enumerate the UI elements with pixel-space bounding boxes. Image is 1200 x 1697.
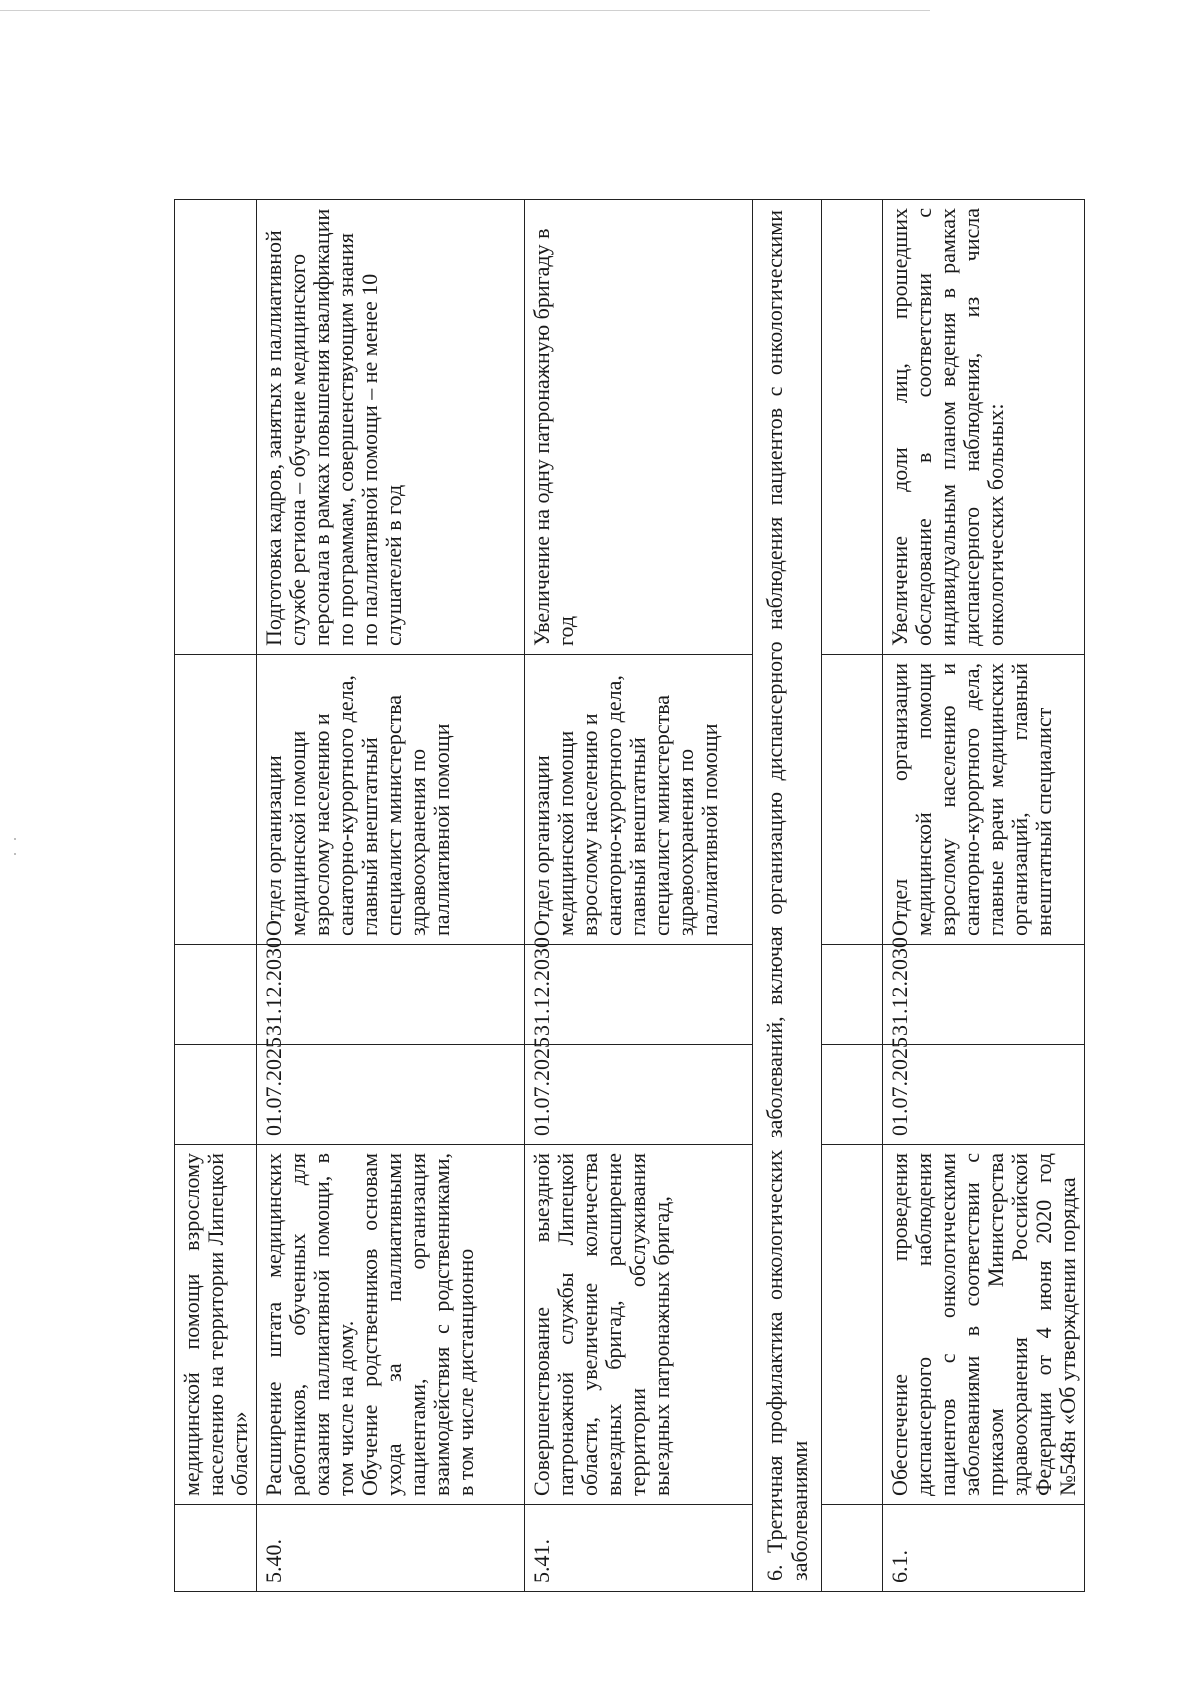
start-date-cell: 01.07.2025	[257, 1045, 525, 1145]
rotated-document-page	[174, 200, 1080, 1592]
row-number-cell: 5.40.	[257, 1505, 525, 1592]
table-row	[257, 200, 525, 1592]
end-date-cell: 31.12.2030	[525, 945, 753, 1045]
spacer-cell	[822, 1145, 883, 1505]
table-row	[175, 200, 257, 1592]
plan-table	[174, 199, 1085, 1592]
measure-cell: Совершенствование выездной патронажной службы Липецкой области, увеличение количества выездных бригад, расширение территории обслуживания выездных патронажных бригад,	[525, 1145, 753, 1505]
responsible-cell: Отдел организации медицинской помощи взрослому населению и санаторно-курортного дела, главный внештатный специалист министерства здравоохранения по паллиативной помощи	[525, 655, 753, 945]
measure-cell	[257, 1145, 525, 1505]
spacer-cell	[822, 1505, 883, 1592]
end-date-cell	[175, 945, 257, 1045]
measure-cell: Обеспечение проведения диспансерного наблюдения пациентов с онкологическими заболеваниями в соответствии с приказом Министерства здравоохранения Российской Федерации от 4 июня 2020 год №548н «Об утверждении порядка	[883, 1145, 1085, 1505]
spacer-cell	[822, 200, 883, 655]
measure-paragraph: Расширение штата медицинских работников, обученных для оказания паллиативной помощи, в том числе на дому.	[261, 1153, 358, 1496]
result-cell: Подготовка кадров, занятых в паллиативной службе региона – обучение медицинского персонала в рамках повышения квалификации по программам, совершенствующим знания по паллиативной помощи – не менее 10 слушателей в год	[257, 200, 525, 655]
spacer-cell	[822, 655, 883, 945]
scan-speck	[14, 853, 16, 855]
end-date-cell: 31.12.2030	[257, 945, 525, 1045]
section-spacer-row	[822, 200, 883, 1592]
section-6-heading: 6. Третичная профилактика онкологических заболеваний, включая организацию диспансерного наблюдения пациентов с онкологическими заболеваниями	[753, 200, 822, 1592]
section-heading-row	[753, 200, 822, 1592]
responsible-cell	[175, 655, 257, 945]
spacer-cell	[822, 1045, 883, 1145]
responsible-cell: Отдел организации медицинской помощи взрослому населению и санаторно-курортного дела, главные врачи медицинских организаций, главный внештатный специалист	[883, 655, 1085, 945]
table-row	[883, 200, 1085, 1592]
measure-cell: медицинской помощи взрослому населению на территории Липецкой области»	[175, 1145, 257, 1505]
responsible-cell: Отдел организации медицинской помощи взрослому населению и санаторно-курортного дела, главный внештатный специалист министерства здравоохранения по паллиативной помощи	[257, 655, 525, 945]
row-number-cell	[175, 1505, 257, 1592]
scan-speck	[14, 838, 16, 840]
start-date-cell: 01.07.2025	[525, 1045, 753, 1145]
result-cell: Увеличение на одну патронажную бригаду в год	[525, 200, 753, 655]
row-number-cell: 6.1.	[883, 1505, 1085, 1592]
table-row	[525, 200, 753, 1592]
end-date-cell: 31.12.2030	[883, 945, 1085, 1045]
result-cell: Увеличение доли лиц, прошедших обследование в соответствии с индивидуальным планом ведения в рамках диспансерного наблюдения, из числа онкологических больных:	[883, 200, 1085, 655]
row-number-cell: 5.41.	[525, 1505, 753, 1592]
result-cell	[175, 200, 257, 655]
measure-paragraph: Обучение родственников основам ухода за паллиативными пациентами, организация взаимодействия с родственниками, в том числе дистанционно	[357, 1153, 478, 1496]
start-date-cell: 01.07.2025	[883, 1045, 1085, 1145]
spacer-cell	[822, 945, 883, 1045]
start-date-cell	[175, 1045, 257, 1145]
scan-edge-line	[0, 10, 930, 11]
